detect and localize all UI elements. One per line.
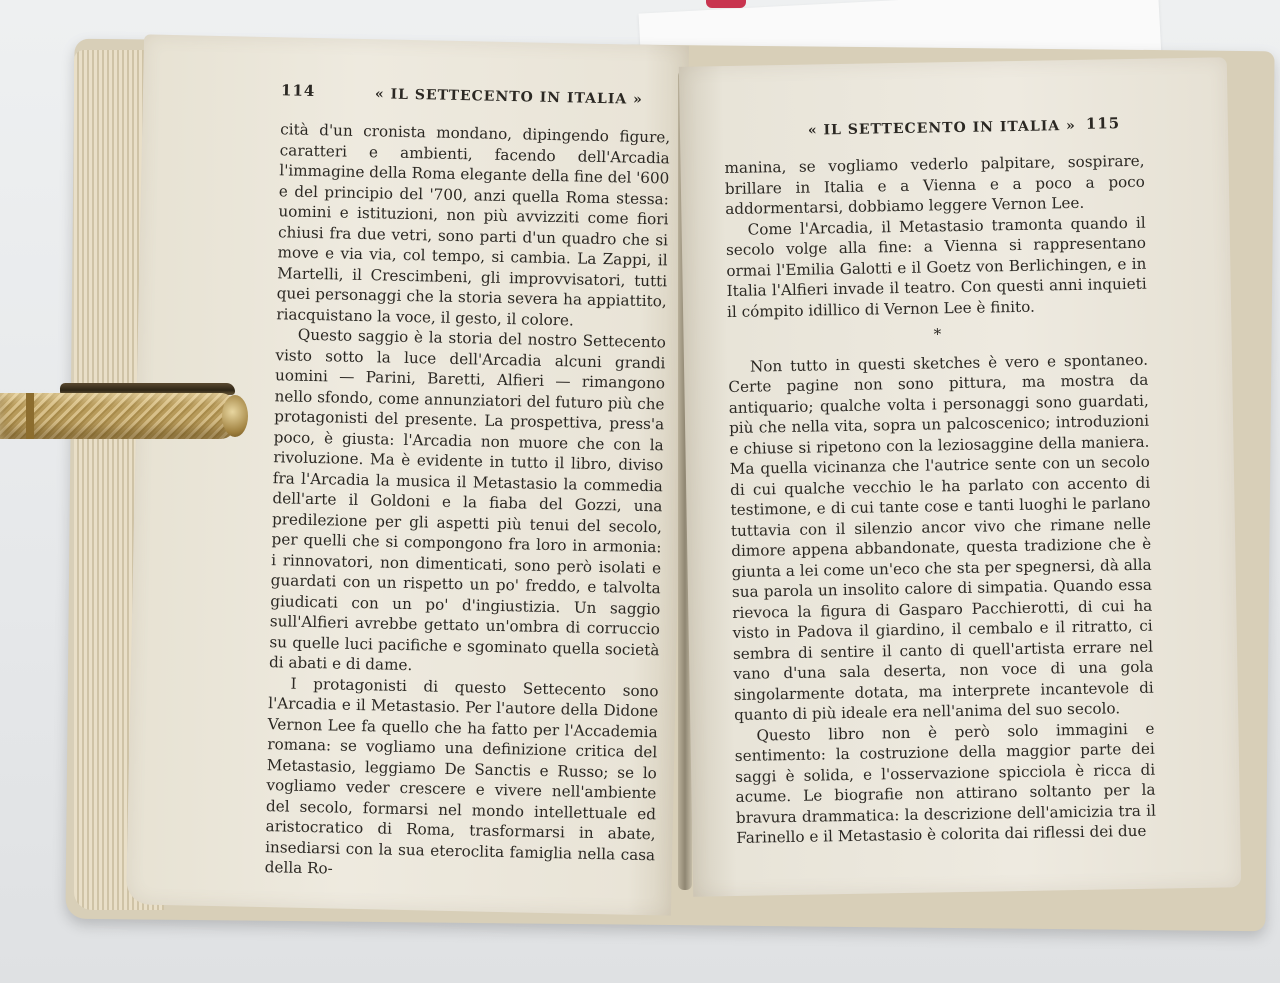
left-paragraph: Questo saggio è la storia del nostro Settecento visto sotto la luce dell'Arcadia alcuni grandi uomini — Parini, Baretti, Alfieri — rimangono nello sfondo, come annunziatori del futuro più che protagonisti del presente. La prospettiva, press'a poco, è giusta: l'Arcadia non muore che con la rivoluzione. Ma è evidente in tutto il libro, diviso fra l'Arcadia la musica il Metastasio la commedia dell'arte il Goldoni e la fiaba del Gozzi, una predilezione per gli aspetti più tenui del secolo, per quelli che si compongono fra loro in armonia: i rinnovatori, non dimenticati, sono però isolati e guardati con un rispetto un po' freddo, e talvolta giudicati con un po' d'ingiustizia. Un saggio sull'Alfieri avrebbe gettato un'ombra di corruccio su quelle luci pacifiche e sgominato quella società di abati e di dame. <box>268 325 667 675</box>
pen-band <box>26 393 34 439</box>
left-running-head: « IL SETTECENTO IN ITALIA » <box>374 86 644 108</box>
pink-tab <box>706 0 746 8</box>
right-paragraph: Come l'Arcadia, il Metastasio tramonta quando il secolo volge alla fine: a Vienna si rappresentano ormai l'Emilia Galotti e il Goetz von Berlichingen, e in Italia l'Alfieri invade il teatro. Con questi anni inquieti il cómpito idillico di Vernon Lee è finito. <box>725 213 1147 321</box>
left-page <box>126 34 689 915</box>
right-paragraph: Non tutto in questi sketches è vero e spontaneo. Certe pagine non sono pittura, ma mostra da antiquario; qualche volta i personaggi sono guardati, più che nella vita, sopra un palcoscenico; introduzioni e chiuse si ripetono con la leziosaggine della maniera. Ma quella vicinanza che l'autrice sente con un secolo di cui qualche vecchio le ha parlato con accento di testimone, e di cui tante cose e tanti luoghi le parlano tuttavia con il silenzio ancor vivo che rimane nelle dimore appena abbandonate, questa tradizione che è giunta a lei come un'eco che sta per spegnersi, dà alla sua parola un insolito calore di simpatia. Quando essa rievoca la figura di Gasparo Pacchierotti, di cui ha visto in Padova il giardino, il cembalo e il ritratto, ci sembra di sentire il canto di quell'artista errare nel vano d'una sala deserta, non voce di una gola singolarmente dotata, ma interprete incantevole di quanto di più ideale era nell'anima del suo secolo. <box>728 350 1154 724</box>
right-running-head: « IL SETTECENTO IN ITALIA » <box>807 117 1076 139</box>
left-paragraph: cità d'un cronista mondano, dipingendo figure, caratteri e ambienti, facendo dell'Arcadia l'immagine della Roma elegante della fine del '600 e del principio del '700, anzi quella Roma stessa: uomini e istituzioni, non più avvizziti come fiori chiusi fra due vetri, sono parti d'un quadro che si move e via via, col tempo, si cambia. La Zappi, il Martelli, il Crescimbeni, gli improvvisatori, tutti quei personaggi che la storia severa ha appiattito, riacquistano la voce, il gesto, il colore. <box>276 120 671 329</box>
pen-cap-end <box>222 395 248 437</box>
pen-barrel <box>0 393 235 439</box>
right-paragraph: Questo libro non è però solo immagini e sentimento: la costruzione della maggior parte dei saggi è solida, e l'osservazione spicciola è ricca di acume. Le biografie non attirano soltanto per la bravura drammatica: la descrizione dell'amicizia tra il Farinello e il Metastasio è colorita dai riflessi dei due <box>734 719 1157 847</box>
left-body <box>265 119 671 886</box>
section-break: * <box>933 325 942 344</box>
right-page <box>679 57 1241 896</box>
left-paragraph: I protagonisti di questo Settecento sono l'Arcadia e il Metastasio. Per l'autore della Didone Vernon Lee fa quello che ha fatto per l'Accademia romana: se vogliamo una definizione critica del Metastasio, leggiamo De Sanctis e Russo; se lo vogliamo veder crescere e vivere nell'ambiente del secolo, formarsi nel mondo intellettuale ed aristocratico di Roma, trasformarsi in abate, insediarsi con la sua eteroclita famiglia nella casa della Ro- <box>264 674 659 878</box>
gold-pen <box>0 383 250 447</box>
right-page-number: 115 <box>1085 114 1121 133</box>
left-page-number: 114 <box>280 81 316 100</box>
right-paragraph: manina, se vogliamo vederlo palpitare, sospirare, brillare in Italia e a Vienna e a poco a poco addormentarsi, dobbiamo leggere Vernon Lee. <box>724 151 1146 219</box>
right-body <box>724 151 1156 849</box>
